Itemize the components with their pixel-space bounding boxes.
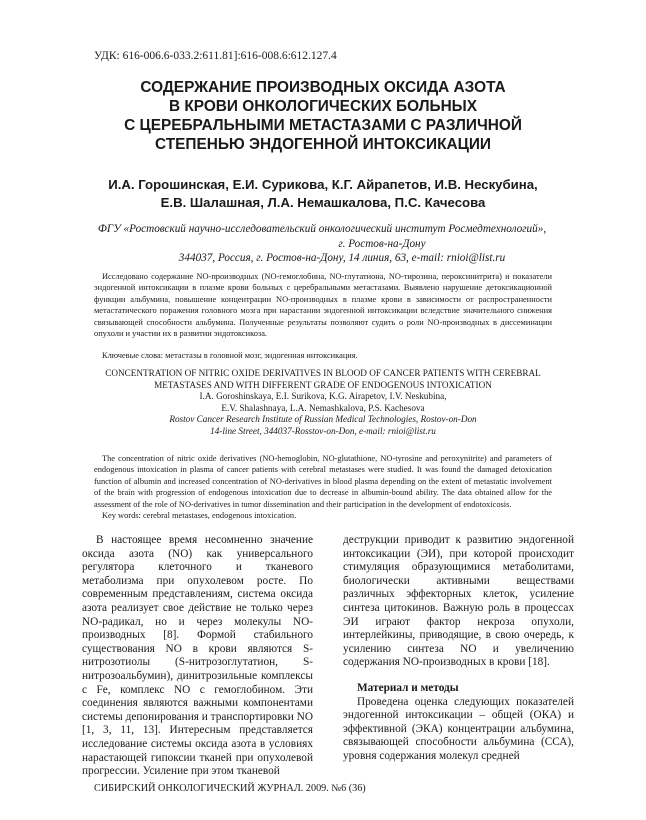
article-title: [80, 78, 566, 154]
authors: [80, 176, 566, 212]
body-left-column: [82, 534, 313, 779]
affiliation-line: ФГУ «Ростовский научно-исследовательский онкологический институт Росмедтехнологий»,: [97, 223, 547, 235]
english-authors-line: E.V. Shalashnaya, L.A. Nemashkalova, P.S. Kachesova: [221, 402, 425, 413]
english-affiliation-line: 14-line Street, 344037-Rosstov-on-Don, e-mail: rnioi@list.ru: [210, 425, 436, 436]
english-title-line: CONCENTRATION OF NITRIC OXIDE DERIVATIVES IN BLOOD OF CANCER PATIENTS WITH CEREBRAL: [105, 368, 541, 378]
affiliation-line: 344037, Россия, г. Ростов-на-Дону, 14 линия, 63, e-mail: rnioi@list.ru: [178, 252, 506, 264]
abstract-en: The concentration of nitric oxide derivatives (NO-hemoglobin, NO-glutathione, NO-tyrosine and peroxynitrite) and parameters of endogenous intoxication in plasma of cancer patients with cerebral metastases were studied. It was found the damaged detoxication function of albumin and increased concentration of NO-derivatives in blood plasma depending on the extent of metastatic involvement of the brain with progression of endogenous intoxication due to decrease in albumin-bound ability. The data obtained allow for the assessment of the role of NO-derivatives in tumor dissemination and their participation in the development of endotoxicosis.: [94, 454, 552, 509]
english-authors-line: I.A. Goroshinskaya, E.I. Surikova, K.G. Airapetov, I.V. Neskubina,: [199, 391, 447, 402]
body-paragraph: В настоящее время несомненно значение оксида азота (NO) как универсального регулятора клеточного и тканевого метаболизма при опухолевом росте. По современным представлениям, система оксида азота реализует свое действие не только через NO-радикал, но и через молекулы NO-производных [8]. Формой стабильного существования NO в крови являются S-нитрозотиолы (S-нитрозоглутатион, S-нитрозоальбумин), динитрозильные комплексы с Fe, комплекс NO с гемоглобином. Эти соединения являются важными компонентами системы депонирования и транспортировки NO [1, 3, 11, 13]. Интересным представляется исследование системы оксида азота в условиях нарастающей гипоксии тканей при опухолевой прогрессии. Усиление при этом тканевой: [82, 534, 313, 778]
body-paragraph: Проведена оценка следующих показателей эндогенной интоксикации – общей (ОКА) и эффективной (ЭКА) концентрации альбумина, связывающей способности альбумина (ССА), уровня содержания молекул средней: [343, 695, 574, 762]
body-paragraph: деструкции приводит к развитию эндогенной интоксикации (ЭИ), при которой происходит стимуляция образующимися метаболитами, биологически активными веществами различных эффекторных клеток, усиление синтеза цитокинов. Важную роль в процессах ЭИ играют фактор некроза опухоли, интерлейкины, приводящие, в свою очередь, к усилению синтеза NO и увеличению содержания NO-производных в крови [18].: [343, 534, 574, 669]
title-line: СОДЕРЖАНИЕ ПРОИЗВОДНЫХ ОКСИДА АЗОТА: [140, 79, 506, 96]
title-line: СТЕПЕНЬЮ ЭНДОГЕННОЙ ИНТОКСИКАЦИИ: [155, 136, 491, 153]
title-line: В КРОВИ ОНКОЛОГИЧЕСКИХ БОЛЬНЫХ: [168, 98, 478, 115]
english-header: [94, 368, 552, 438]
udc-code: УДК: 616-006.6-033.2:611.81]:616-008.6:612.127.4: [94, 50, 337, 62]
keywords-en: Key words: cerebral metastases, endogenous intoxication.: [102, 511, 297, 520]
journal-footer: СИБИРСКИЙ ОНКОЛОГИЧЕСКИЙ ЖУРНАЛ. 2009. №6 (36): [94, 783, 366, 794]
affiliation: [94, 222, 550, 266]
body-right-column: [343, 534, 574, 764]
title-line: С ЦЕРЕБРАЛЬНЫМИ МЕТАСТАЗАМИ С РАЗЛИЧНОЙ: [124, 117, 522, 134]
authors-line: И.А. Горошинская, Е.И. Сурикова, К.Г. Айрапетов, И.В. Нескубина,: [108, 177, 538, 192]
affiliation-line: г. Ростов-на-Дону: [338, 237, 426, 250]
methods-heading: Материал и методы: [357, 681, 459, 694]
abstract-ru: Исследовано содержание NO-производных (NO-гемоглобина, NO-глутатиона, NO-тирозина, пероксинитрита) и показатели эндогенной интоксикации в плазме крови больных с церебральными метастазами. Выявлено нарушение детоксикационной функции альбумина, повышение концентрации NO-производных в плазме крови в зависимости от распространенности метастатического поражения головного мозга при нарастании эндогенной интоксикации вследствие значительного снижения связывающей способности альбумина. Полученные результаты позволяют судить о роли NO-производных в диссеминации опухоли и участии их в развитии эндотоксикоза.: [94, 272, 552, 339]
authors-line: Е.В. Шалашная, Л.А. Немашкалова, П.С. Качесова: [160, 195, 486, 210]
english-title-line: METASTASES AND WITH DIFFERENT GRADE OF ENDOGENOUS INTOXICATION: [154, 379, 492, 390]
english-affiliation-line: Rostov Cancer Research Institute of Russian Medical Technologies, Rostov-on-Don: [169, 414, 477, 425]
keywords-ru: Ключевые слова: метастазы в головной мозг, эндогенная интоксикация.: [102, 351, 358, 360]
